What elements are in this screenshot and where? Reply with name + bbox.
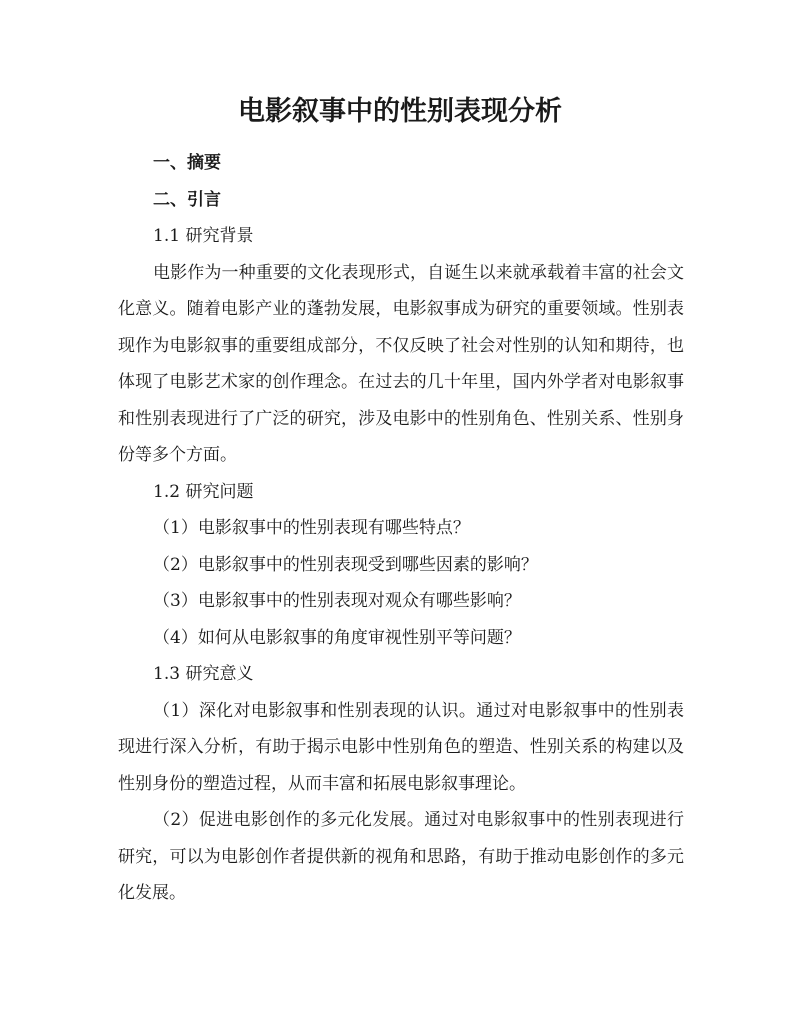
- section-heading-introduction: 二、引言: [153, 189, 221, 210]
- research-question-1: （1）电影叙事中的性别表现有哪些特点？: [153, 518, 470, 538]
- research-question-4: （4）如何从电影叙事的角度审视性别平等问题？: [153, 627, 521, 648]
- section-heading-abstract: 一、摘要: [153, 153, 221, 173]
- paragraph-background: 电影作为一种重要的文化表现形式，自诞生以来就承载着丰富的社会文化意义。随着电影产业的蓬勃发展，电影叙事成为研究的重要领域。性别表现作为电影叙事的重要组成部分，不仅反映了社会对性别的认知和期待，也体现了电影艺术家的创作理念。在过去的几十年里，国内外学者对电影叙事和性别表现进行了广泛的研究，涉及电影中的性别角色、性别关系、性别身份等多个方面。: [118, 262, 684, 465]
- subsection-heading-significance: 1.3 研究意义: [153, 664, 254, 684]
- subsection-heading-background: 1.1 研究背景: [153, 226, 254, 246]
- document-body: [118, 145, 684, 912]
- research-question-2: （2）电影叙事中的性别表现受到哪些因素的影响？: [153, 554, 538, 575]
- paragraph-significance-1: （1）深化对电影叙事和性别表现的认识。通过对电影叙事中的性别表现进行深入分析，有助于揭示电影中性别角色的塑造、性别关系的构建以及性别身份的塑造过程，从而丰富和拓展电影叙事理论。: [118, 700, 684, 794]
- subsection-heading-questions: 1.2 研究问题: [153, 481, 254, 502]
- paragraph-significance-2: （2）促进电影创作的多元化发展。通过对电影叙事中的性别表现进行研究，可以为电影创作者提供新的视角和思路，有助于推动电影创作的多元化发展。: [118, 810, 684, 903]
- research-question-3: （3）电影叙事中的性别表现对观众有哪些影响？: [153, 591, 521, 611]
- document-title: 电影叙事中的性别表现分析: [238, 96, 562, 127]
